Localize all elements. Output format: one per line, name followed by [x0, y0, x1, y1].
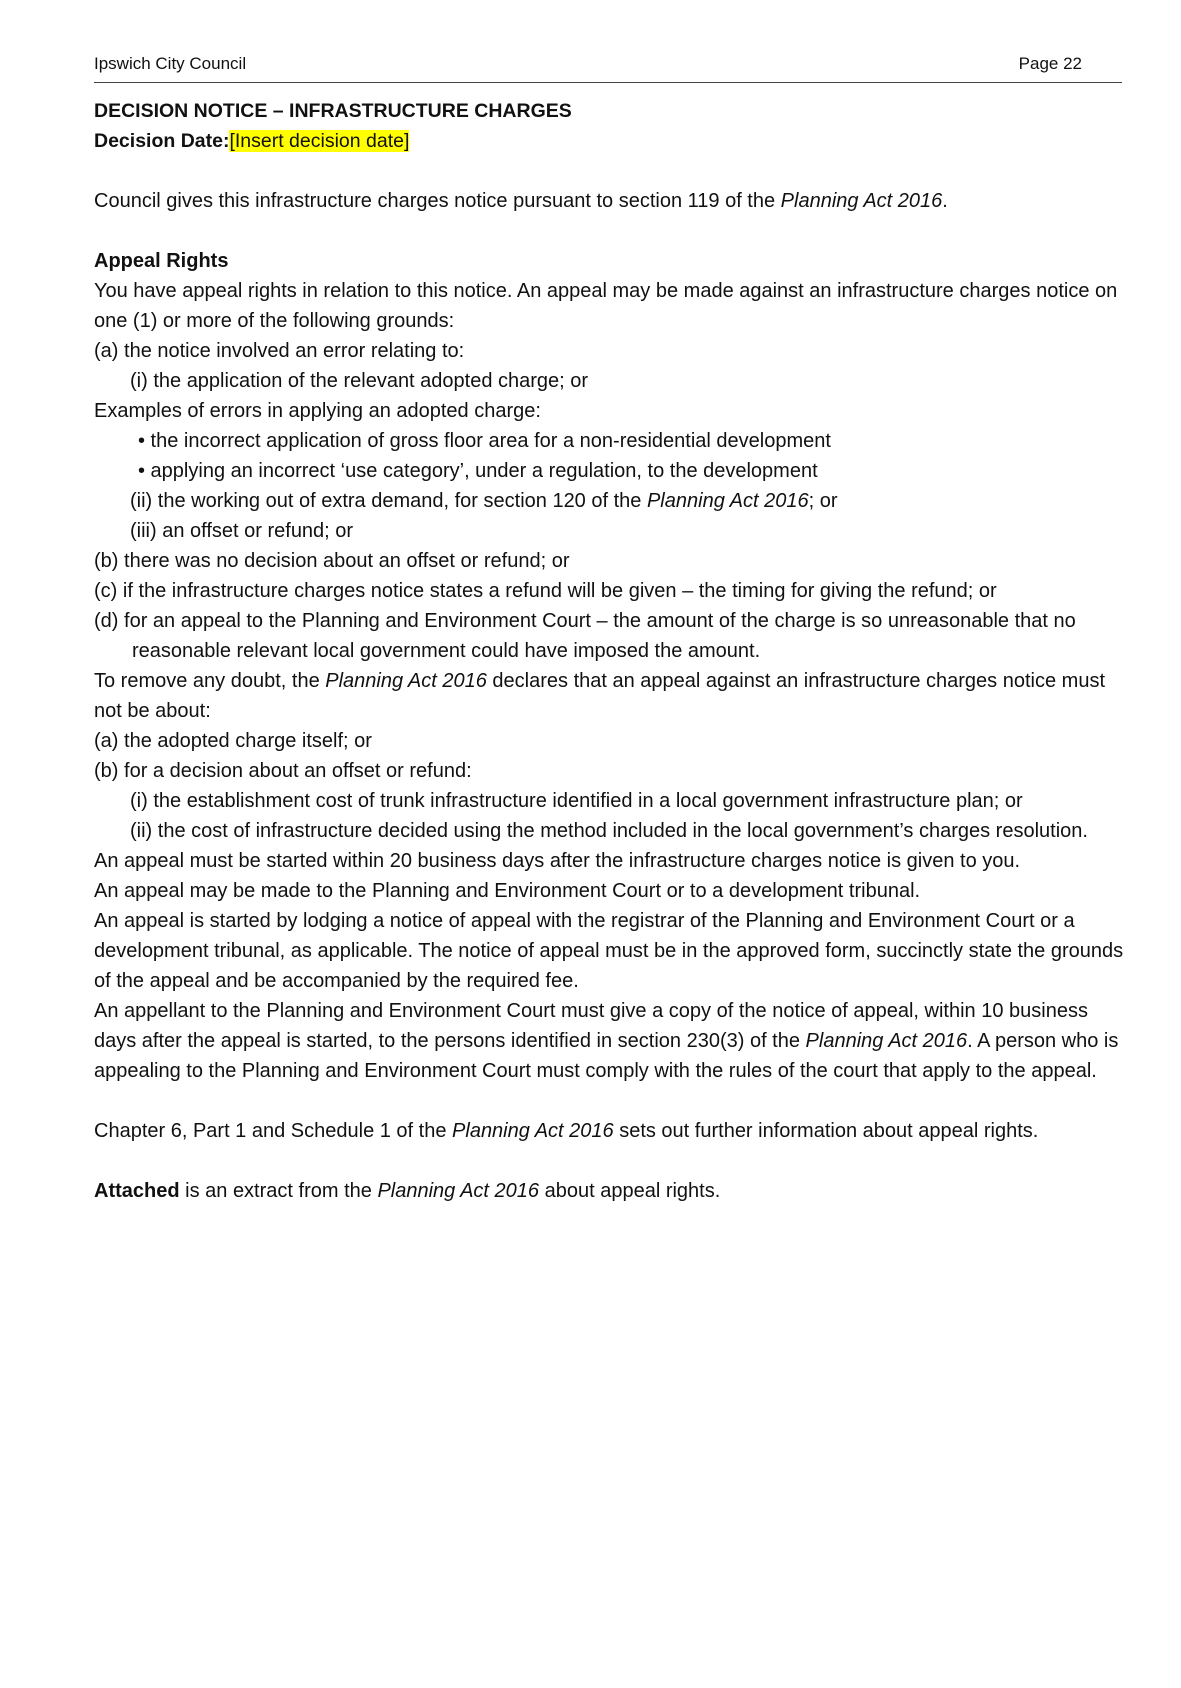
ground-a-i: (i) the application of the relevant adopted charge; or: [130, 370, 589, 392]
appeal-copy-paragraph: An appellant to the Planning and Environment Court must give a copy of the notice of appeal, within 10 business days after the appeal is started, to the persons identified in section 230(3) of the Planning Act 2016. A person who is appealing to the Planning and Environment Court must comply with the rules of the court that apply to the appeal.: [94, 1000, 1119, 1082]
example-bullet-2: • applying an incorrect ‘use category’, under a regulation, to the development: [138, 460, 818, 482]
header-org: Ipswich City Council: [94, 54, 247, 73]
page-header: [94, 54, 1122, 83]
intro-paragraph: Council gives this infrastructure charges notice pursuant to section 119 of the Planning Act 2016.: [94, 190, 948, 212]
document-title: DECISION NOTICE – INFRASTRUCTURE CHARGES: [94, 100, 572, 122]
chapter-paragraph: Chapter 6, Part 1 and Schedule 1 of the Planning Act 2016 sets out further information about appeal rights.: [94, 1120, 1039, 1142]
appeal-timeframe-paragraph: An appeal must be started within 20 business days after the infrastructure charges notice is given to you.: [94, 850, 1021, 872]
example-bullet-1: • the incorrect application of gross floor area for a non-residential development: [138, 430, 831, 452]
exclusion-a: (a) the adopted charge itself; or: [94, 730, 372, 752]
decision-date-line: [94, 126, 1134, 156]
ground-a-ii: (ii) the working out of extra demand, for section 120 of the Planning Act 2016; or: [130, 490, 838, 512]
ground-a: (a) the notice involved an error relating to:: [94, 340, 465, 362]
appeal-paragraph-1: You have appeal rights in relation to this notice. An appeal may be made against an infrastructure charges notice on one (1) or more of the following grounds:: [94, 280, 1118, 332]
exclusion-b-ii: (ii) the cost of infrastructure decided using the method included in the local government’s charges resolution.: [130, 820, 1088, 842]
ground-a-iii: (iii) an offset or refund; or: [130, 520, 354, 542]
exclusion-b-i: (i) the establishment cost of trunk infrastructure identified in a local government infrastructure plan; or: [130, 790, 1023, 812]
decision-date-label: Decision Date:: [94, 130, 230, 152]
ground-b: (b) there was no decision about an offset or refund; or: [94, 550, 570, 572]
appeal-venue-paragraph: An appeal may be made to the Planning and Environment Court or to a development tribunal.: [94, 880, 921, 902]
header-page-number: Page 22: [1018, 54, 1082, 73]
exclusion-b: (b) for a decision about an offset or refund:: [94, 760, 472, 782]
appeal-lodging-paragraph: An appeal is started by lodging a notice of appeal with the registrar of the Planning and Environment Court or a development tribunal, as applicable. The notice of appeal must be in the approved form, succinctly state the grounds of the appeal and be accompanied by the required fee.: [94, 910, 1124, 992]
document-body: [94, 96, 1134, 1206]
ground-d: (d) for an appeal to the Planning and Environment Court – the amount of the charge is so unreasonable that no reasonable relevant local government could have imposed the amount.: [94, 610, 1076, 662]
appeal-rights-heading: Appeal Rights: [94, 250, 229, 272]
examples-intro: Examples of errors in applying an adopted charge:: [94, 400, 541, 422]
ground-c: (c) if the infrastructure charges notice states a refund will be given – the timing for giving the refund; or: [94, 580, 997, 602]
decision-date-placeholder: [Insert decision date]: [229, 130, 410, 152]
attached-paragraph: Attached is an extract from the Planning Act 2016 about appeal rights.: [94, 1180, 721, 1202]
remove-doubt-paragraph: To remove any doubt, the Planning Act 2016 declares that an appeal against an infrastructure charges notice must not be about:: [94, 670, 1105, 722]
